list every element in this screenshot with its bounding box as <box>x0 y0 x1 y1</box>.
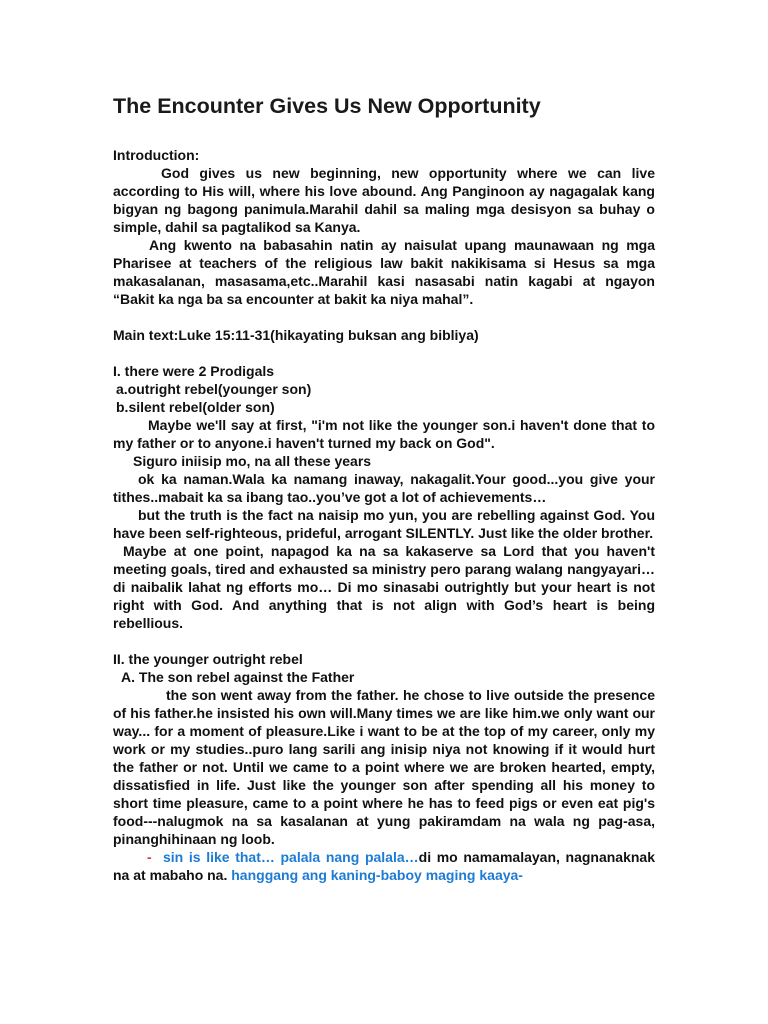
section-1-paragraph-4: but the truth is the fact na naisip mo yun, you are rebelling against God. You have been self-righteous, prideful, arrogant SILENTLY. Just like the older brother. <box>113 507 655 541</box>
section-1-item-a: a.outright rebel(younger son) <box>116 381 312 397</box>
intro-heading: Introduction: <box>113 147 200 163</box>
highlighted-text-1: sin is like that… palala nang palala… <box>162 849 419 865</box>
spacer <box>113 632 655 650</box>
intro-paragraph-2: Ang kwento na babasahin natin ay naisulat upang maunawaan ng mga Pharisee at teachers of the religious law bakit nakikisama si Hesus sa mga makasalanan, masasama,etc..Marahil kasi nasasabi natin kagabi at ngayon “Bakit ka nga ba sa encounter at bakit ka niya mahal”. <box>113 237 655 307</box>
dash-marker: - <box>147 849 152 865</box>
section-1-paragraph-3: ok ka naman.Wala ka namang inaway, nakagalit.Your good...you give your tithes..mabait ka sa ibang tao..you’ve got a lot of achievements… <box>113 471 655 505</box>
section-1-heading: I. there were 2 Prodigals <box>113 363 275 379</box>
plain-text: di mo namamalayan, nagnanaknak na at mabaho na. <box>113 849 656 883</box>
section-2-paragraph-2 <box>113 848 655 884</box>
document-title: The Encounter Gives Us New Opportunity <box>113 94 541 118</box>
document-page <box>113 92 655 884</box>
section-2-paragraph-1: the son went away from the father. he chose to live outside the presence of his father.he insisted his own will.Many times we are like him.we only want our way... for a moment of pleasure.Like i want to be at the top of my career, only my work or my studies..puro lang sarili ang inisip niya not knowing if it would hurt the father or not. Until we came to a point where we are broken hearted, empty, dissatisfied in life. Just like the younger son after spending all his money to short time pleasure, came to a point where he has to feed pigs or even eat pig's food---nalugmok na sa kasalanan at yung pakiramdam na wala ng pag-asa, pinanghihinaan ng loob. <box>113 687 655 847</box>
main-text-reference: Main text:Luke 15:11-31(hikayating buksan ang bibliya) <box>113 327 479 343</box>
section-2-heading: II. the younger outright rebel <box>113 651 303 667</box>
section-1-paragraph-1: Maybe we'll say at first, "i'm not like the younger son.i haven't done that to my father or to anyone.i haven't turned my back on God". <box>113 417 655 451</box>
highlighted-text-2: hanggang ang kaning-baboy maging kaaya- <box>231 867 523 883</box>
intro-paragraph-1: God gives us new beginning, new opportunity where we can live according to His will, where his love abound. Ang Panginoon ay nagagalak kang bigyan ng bagong panimula.Marahil dahil sa maling mga desisyon sa buhay o simple, dahil sa pagtalikod sa Kanya. <box>113 165 655 235</box>
section-1-paragraph-2: Siguro iniisip mo, na all these years <box>133 453 372 469</box>
section-1-paragraph-5: Maybe at one point, napagod ka na sa kakaserve sa Lord that you haven't meeting goals, tired and exhausted sa ministry pero parang walang nangyayari… di naibalik lahat ng efforts mo… Di mo sinasabi outrightly but your heart is not right with God. And anything that is not align with God’s heart is being rebellious. <box>113 543 655 631</box>
section-1-item-b: b.silent rebel(older son) <box>116 399 275 415</box>
spacer <box>113 308 655 326</box>
spacer <box>113 344 655 362</box>
section-2-subheading-a: A. The son rebel against the Father <box>121 669 355 685</box>
